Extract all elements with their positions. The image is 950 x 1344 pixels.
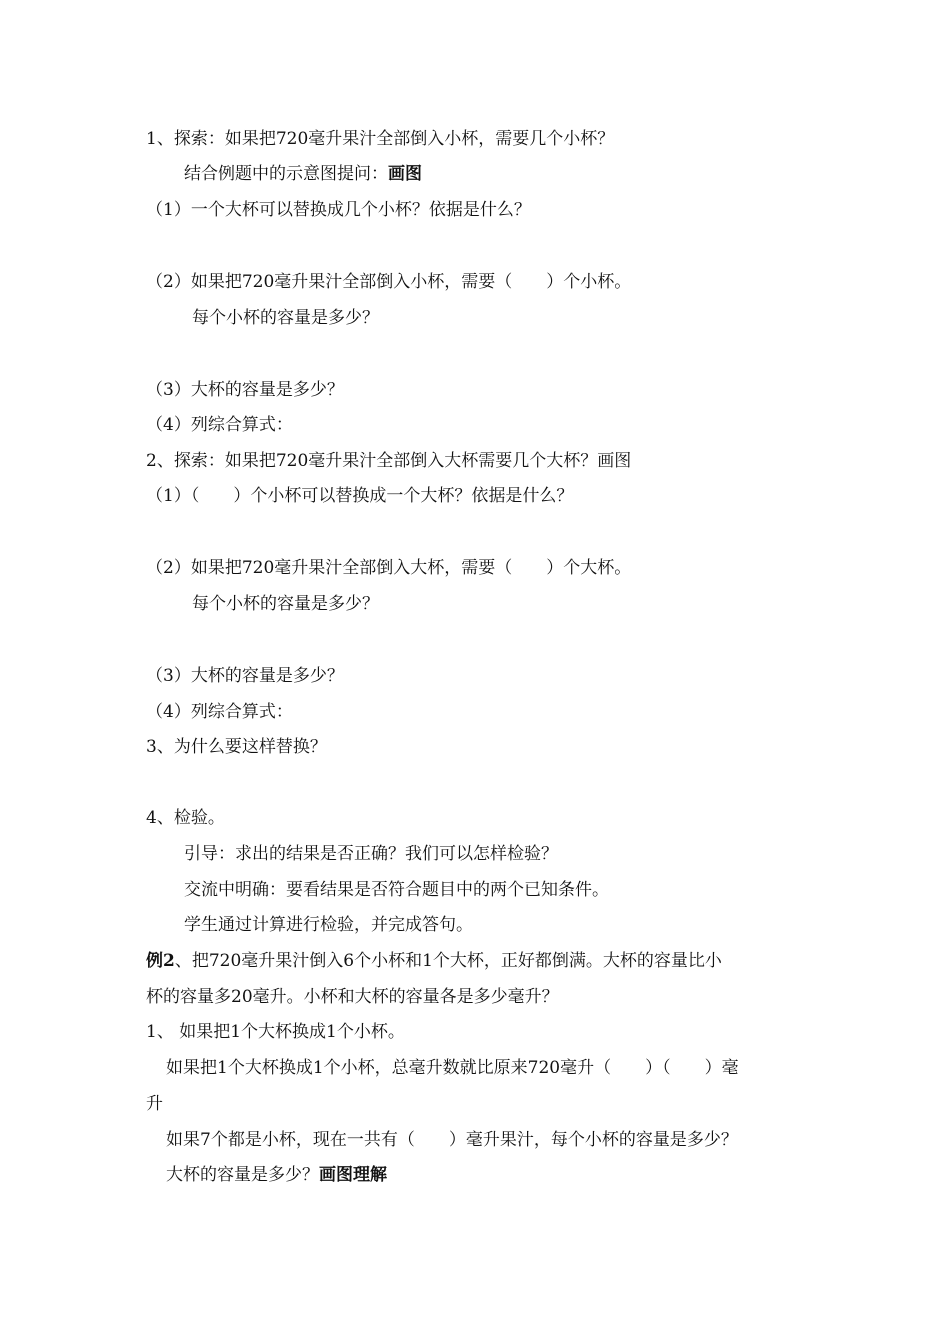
q3-bold: 画图理解 xyxy=(319,1165,387,1185)
q3-text: 大杯的容量是多少？ xyxy=(166,1165,319,1185)
explore-1-q2: （2）如果把720毫升果汁全部倒入小杯，需要（ ）个小杯。 xyxy=(146,272,632,292)
explore-1-q3: （3）大杯的容量是多少？ xyxy=(146,380,344,400)
explore-2-q3: （3）大杯的容量是多少？ xyxy=(146,666,344,686)
example-2-label: 例2 xyxy=(146,951,175,971)
verify-guide: 引导：求出的结果是否正确？我们可以怎样检验？ xyxy=(184,844,558,864)
example-2-step-1-q1-wrap: 升 xyxy=(146,1094,163,1114)
verify-students: 学生通过计算进行检验，并完成答句。 xyxy=(184,915,473,935)
example-2-step-1: 1、 如果把1个大杯换成1个小杯。 xyxy=(146,1022,405,1042)
example-2-step-1-q1: 如果把1个大杯换成1个小杯，总毫升数就比原来720毫升（ ）（ ）毫 xyxy=(166,1058,739,1078)
explore-1-heading: 1、探索：如果把720毫升果汁全部倒入小杯，需要几个小杯？ xyxy=(146,129,615,149)
explore-1-q2-sub: 每个小杯的容量是多少？ xyxy=(192,308,379,328)
example-2-line-1 xyxy=(146,949,722,973)
example-2-step-1-q2: 如果7个都是小杯，现在一共有（ ）毫升果汁，每个小杯的容量是多少？ xyxy=(166,1130,738,1150)
prompt-bold: 画图 xyxy=(388,164,422,184)
explore-1-q4: （4）列综合算式： xyxy=(146,415,293,435)
explore-2-q1: （1）（ ）个小杯可以替换成一个大杯？依据是什么？ xyxy=(146,486,574,506)
example-2-step-1-q3 xyxy=(166,1163,387,1187)
explore-2-q4: （4）列综合算式： xyxy=(146,702,293,722)
explore-2-q2-sub: 每个小杯的容量是多少？ xyxy=(192,594,379,614)
prompt-text: 结合例题中的示意图提问： xyxy=(184,164,388,184)
explore-2-q2: （2）如果把720毫升果汁全部倒入大杯，需要（ ）个大杯。 xyxy=(146,558,632,578)
example-2-line-2: 杯的容量多20毫升。小杯和大杯的容量各是多少毫升？ xyxy=(146,987,559,1007)
verify-heading: 4、检验。 xyxy=(146,808,225,828)
explore-2-heading: 2、探索：如果把720毫升果汁全部倒入大杯需要几个大杯？画图 xyxy=(146,451,632,471)
explore-1-q1: （1）一个大杯可以替换成几个小杯？依据是什么？ xyxy=(146,200,531,220)
example-2-text: 、把720毫升果汁倒入6个小杯和1个大杯，正好都倒满。大杯的容量比小 xyxy=(174,951,722,971)
verify-clarify: 交流中明确：要看结果是否符合题目中的两个已知条件。 xyxy=(184,880,609,900)
explore-1-prompt xyxy=(184,162,422,186)
why-replace: 3、为什么要这样替换？ xyxy=(146,737,327,757)
